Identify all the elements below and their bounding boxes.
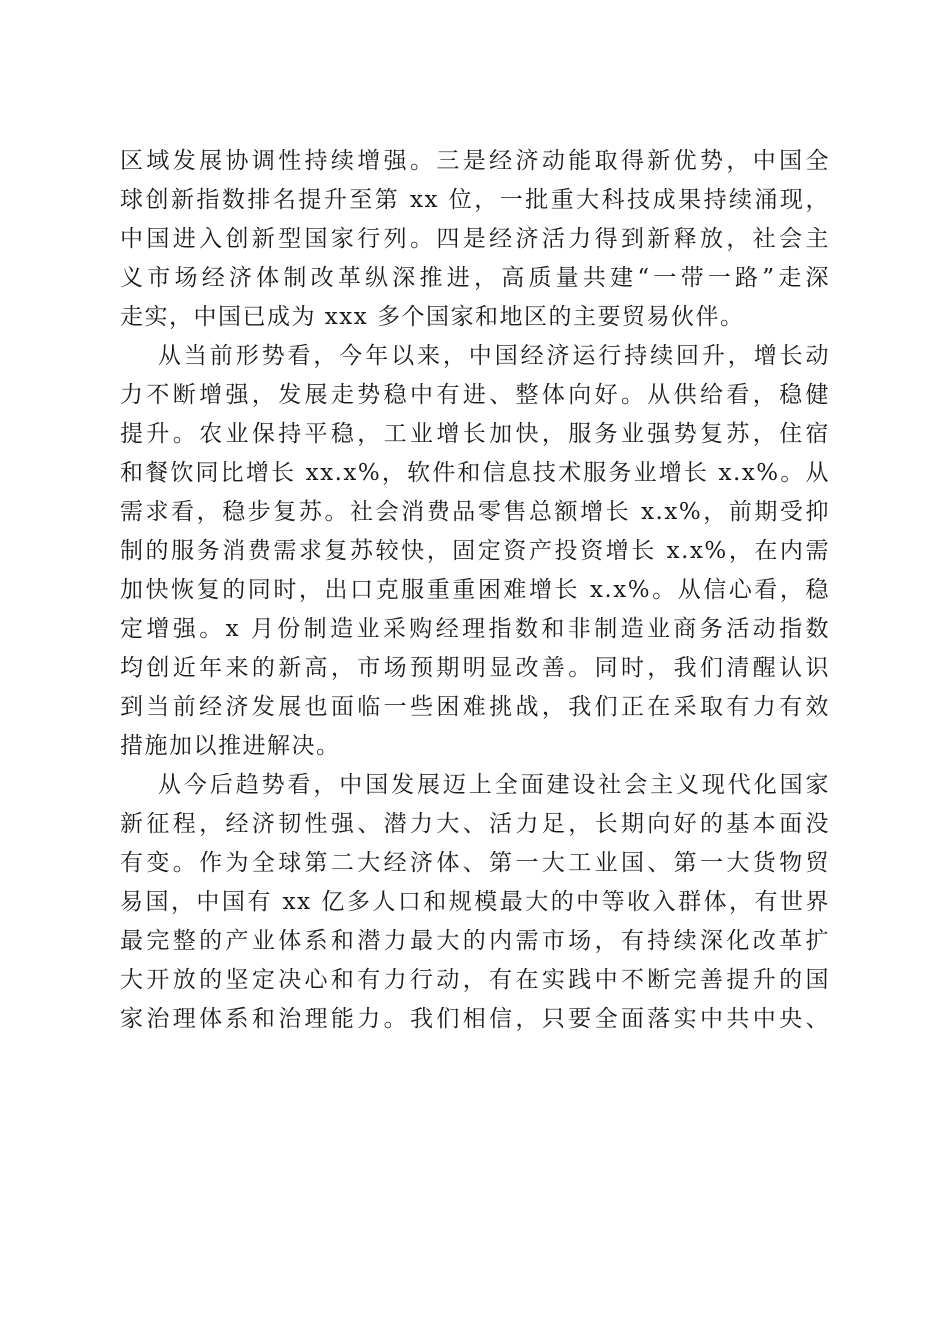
- text-line: 最完整的产业体系和潜力最大的内需市场，有持续深化改革扩: [120, 928, 830, 954]
- text-line: 提升。农业保持平稳，工业增长加快，服务业强势复苏，住宿: [120, 421, 830, 447]
- text-line: 需求看，稳步复苏。社会消费品零售总额增长 x.x%，前期受抑: [120, 499, 830, 525]
- text-line: 区域发展协调性持续增强。三是经济动能取得新优势，中国全: [120, 148, 830, 174]
- text-line: 加快恢复的同时，出口克服重重困难增长 x.x%。从信心看，稳: [120, 577, 830, 603]
- text-line: 均创近年来的新高，市场预期明显改善。同时，我们清醒认识: [120, 655, 830, 681]
- text-line: 有变。作为全球第二大经济体、第一大工业国、第一大货物贸: [120, 850, 830, 876]
- document-body: [120, 142, 830, 1039]
- paragraph-1: [120, 142, 830, 337]
- text-line: 到当前经济发展也面临一些困难挑战，我们正在采取有力有效: [120, 694, 830, 720]
- text-line: 和餐饮同比增长 xx.x%，软件和信息技术服务业增长 x.x%。从: [120, 460, 830, 486]
- text-line: 义市场经济体制改革纵深推进，高质量共建“一带一路”走深: [120, 265, 830, 291]
- text-line: 定增强。x 月份制造业采购经理指数和非制造业商务活动指数: [120, 616, 830, 642]
- paragraph-2: [120, 337, 830, 766]
- text-line: 措施加以推进解决。: [120, 733, 341, 759]
- text-line: 大开放的坚定决心和有力行动，有在实践中不断完善提升的国: [120, 967, 830, 993]
- text-line: 力不断增强，发展走势稳中有进、整体向好。从供给看，稳健: [120, 382, 830, 408]
- text-line: 易国，中国有 xx 亿多人口和规模最大的中等收入群体，有世界: [120, 889, 830, 915]
- text-line: 球创新指数排名提升至第 xx 位，一批重大科技成果持续涌现，: [120, 187, 830, 213]
- text-line: 走实，中国已成为 xxx 多个国家和地区的主要贸易伙伴。: [120, 304, 745, 330]
- text-line: 制的服务消费需求复苏较快，固定资产投资增长 x.x%，在内需: [120, 538, 830, 564]
- text-line: 新征程，经济韧性强、潜力大、活力足，长期向好的基本面没: [120, 811, 830, 837]
- text-line: 从当前形势看，今年以来，中国经济运行持续回升，增长动: [158, 343, 830, 369]
- paragraph-3: [120, 766, 830, 1039]
- text-line: 从今后趋势看，中国发展迈上全面建设社会主义现代化国家: [158, 772, 830, 798]
- text-line: 家治理体系和治理能力。我们相信，只要全面落实中共中央、: [120, 1006, 830, 1032]
- text-line: 中国进入创新型国家行列。四是经济活力得到新释放，社会主: [120, 226, 830, 252]
